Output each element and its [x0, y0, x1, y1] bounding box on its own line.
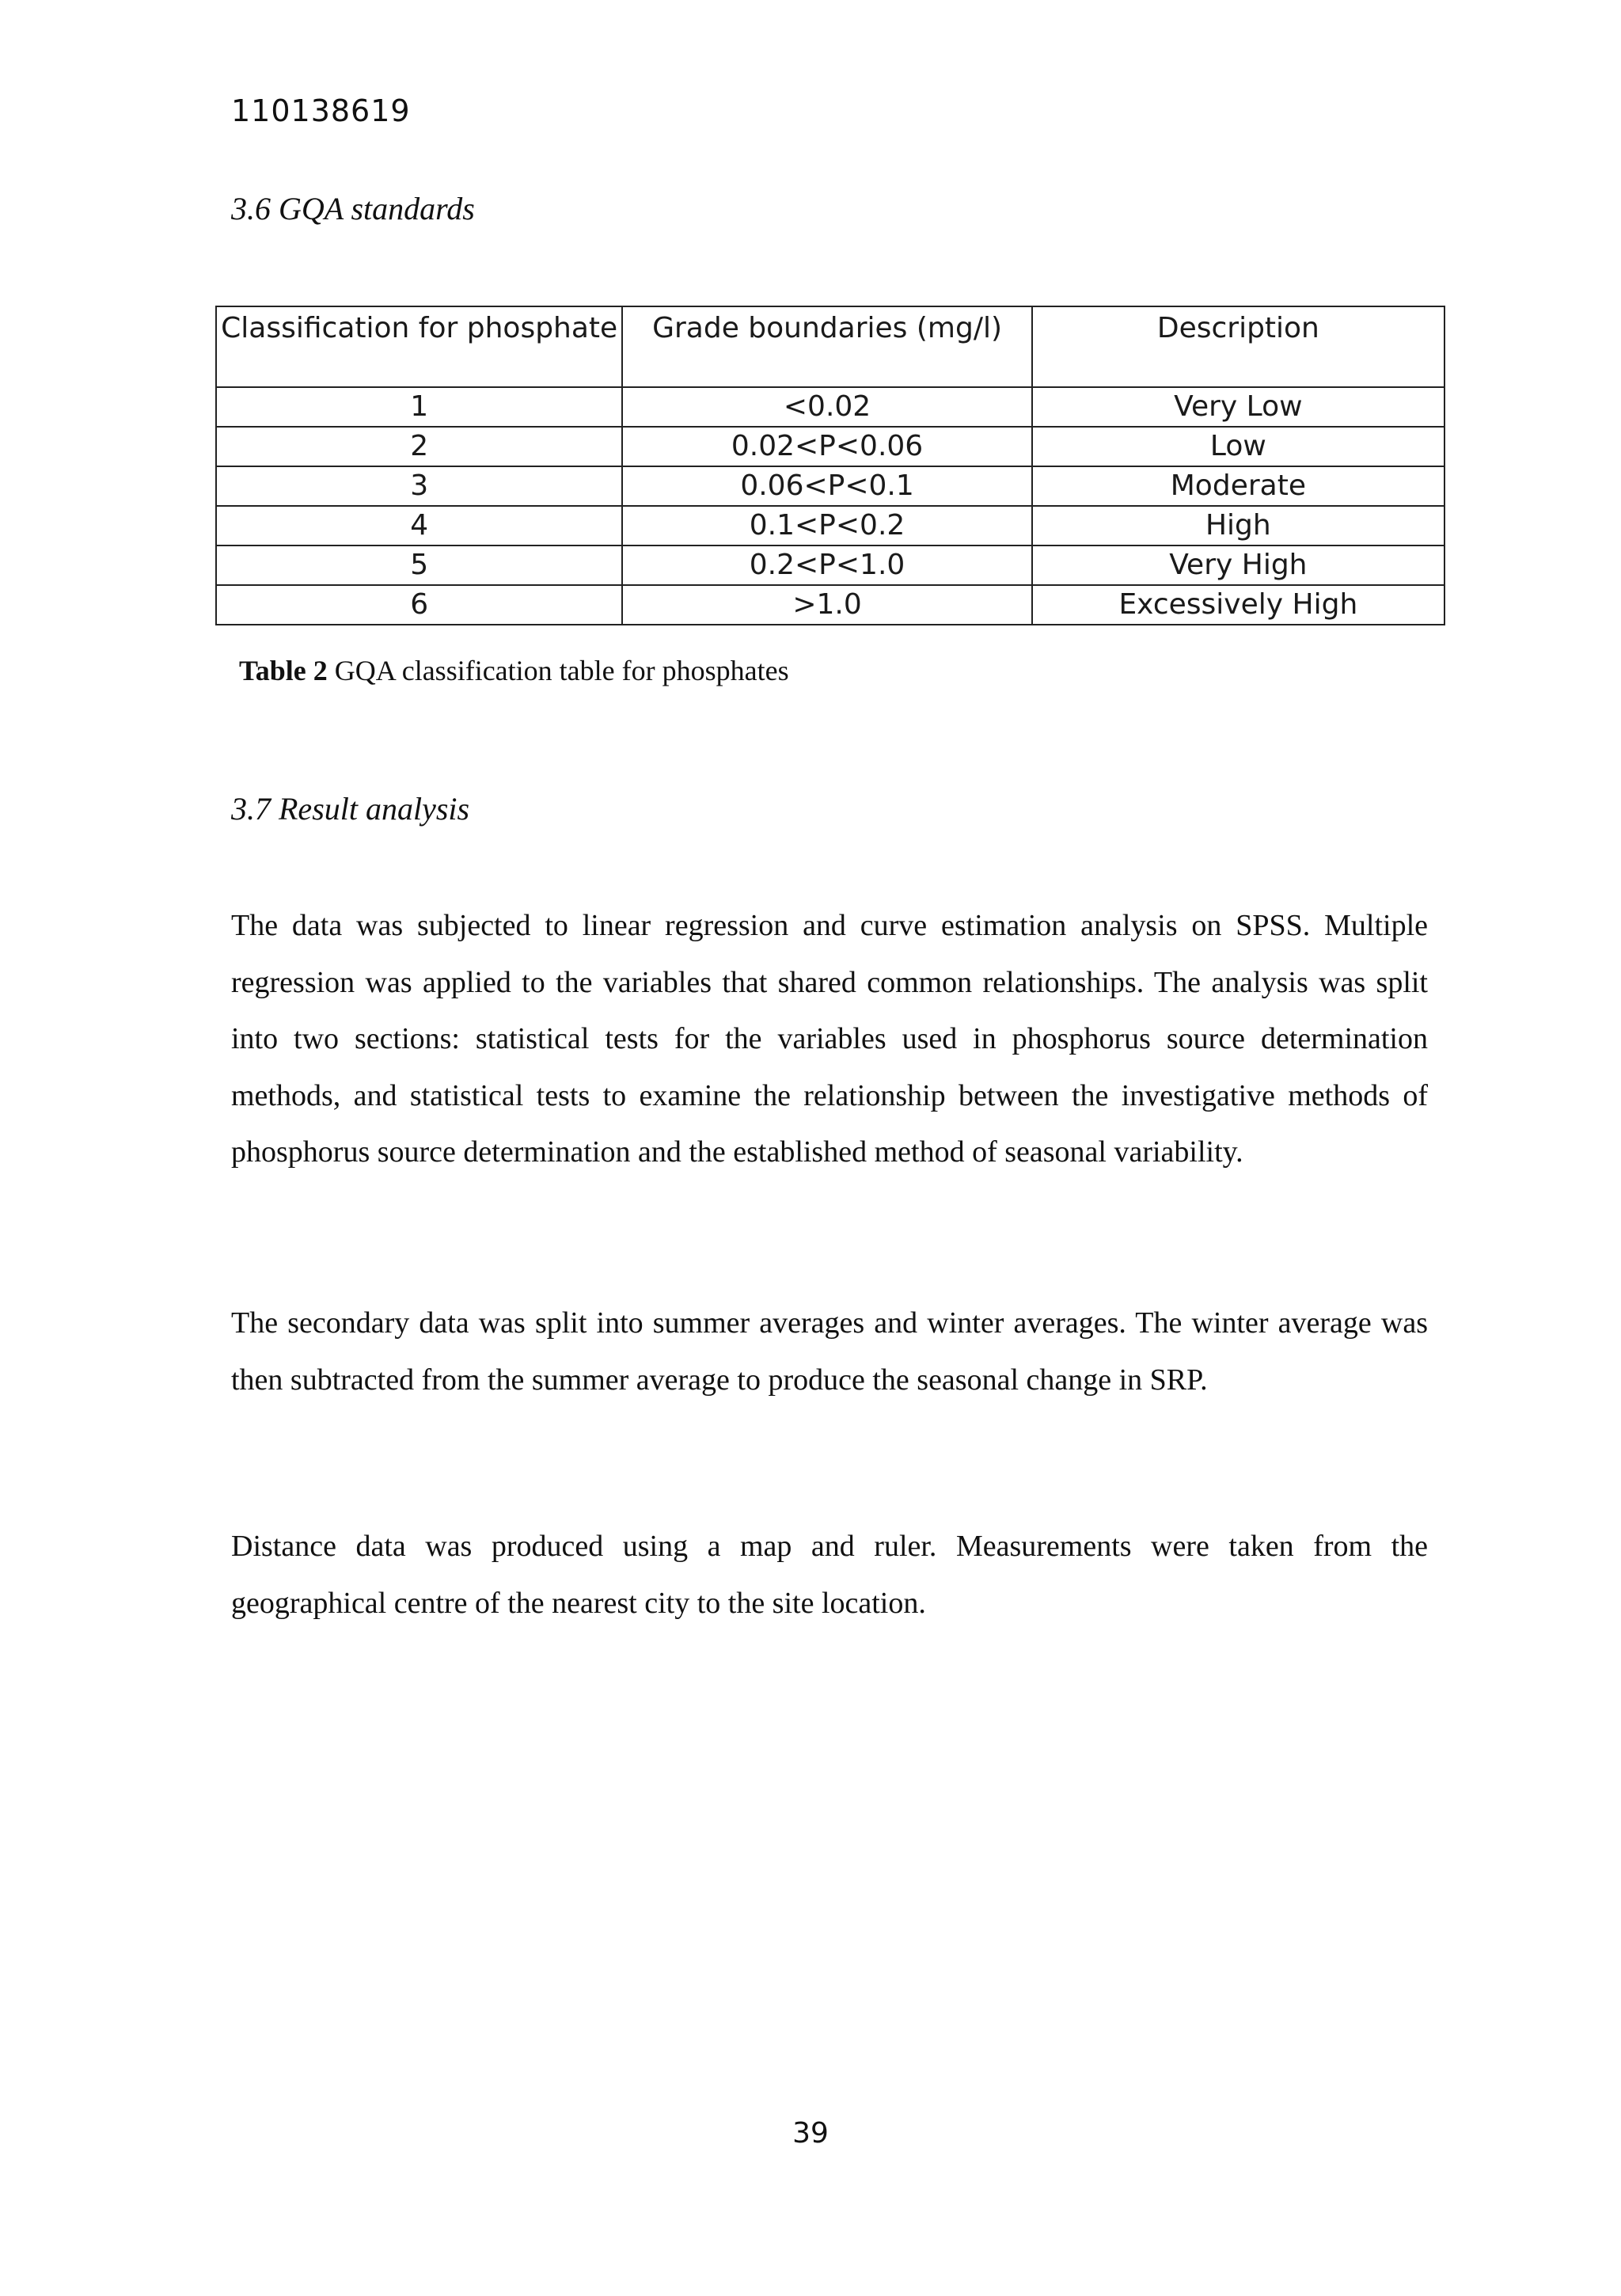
table-cell-description: Low — [1032, 427, 1444, 466]
paragraph-seasonal-averages: The secondary data was split into summer averages and winter averages. The winter average was then subtracted from the summer average to produce the seasonal change in SRP. — [231, 1306, 1428, 1397]
table-cell-description: Excessively High — [1032, 585, 1444, 625]
gqa-classification-table — [215, 306, 1445, 625]
table-cell-description: High — [1032, 506, 1444, 545]
page-number: 39 — [792, 2117, 829, 2150]
table-cell-description: Very Low — [1032, 387, 1444, 427]
column-header-description: Description — [1032, 306, 1444, 387]
table-row — [216, 585, 1444, 625]
table-cell-grade-boundary: >1.0 — [622, 585, 1031, 625]
table-row — [216, 545, 1444, 585]
table-cell-grade-boundary: <0.02 — [622, 387, 1031, 427]
table-cell-classification: 1 — [216, 387, 622, 427]
paragraph-distance-data: Distance data was produced using a map and ruler. Measurements were taken from the geographical centre of the nearest city to the site location. — [231, 1530, 1428, 1620]
table-cell-classification: 2 — [216, 427, 622, 466]
table-cell-classification: 5 — [216, 545, 622, 585]
table-row — [216, 506, 1444, 545]
table-cell-classification: 6 — [216, 585, 622, 625]
table-caption-label: Table 2 — [239, 655, 328, 686]
column-header-classification: Classification for phosphate — [216, 306, 622, 387]
table-cell-grade-boundary: 0.06<P<0.1 — [622, 466, 1031, 506]
table-row — [216, 466, 1444, 506]
table-cell-grade-boundary: 0.02<P<0.06 — [622, 427, 1031, 466]
table-cell-description: Moderate — [1032, 466, 1444, 506]
table-caption — [239, 654, 789, 687]
table-header-row — [216, 306, 1444, 387]
table-cell-grade-boundary: 0.2<P<1.0 — [622, 545, 1031, 585]
paragraph-regression-analysis: The data was subjected to linear regression and curve estimation analysis on SPSS. Multiple regression was applied to the variables that shared common relationships. The analysis was split into two sections: statistical tests for the variables used in phosphorus source determination methods, and statistical tests to examine the relationship between the investigative methods of phosphorus source determination and the established method of seasonal variability. — [231, 909, 1428, 1169]
table-row — [216, 387, 1444, 427]
table-cell-description: Very High — [1032, 545, 1444, 585]
student-id: 110138619 — [231, 93, 411, 128]
section-heading-result-analysis: 3.7 Result analysis — [231, 791, 470, 827]
column-header-grade-boundaries: Grade boundaries (mg/l) — [622, 306, 1031, 387]
section-heading-gqa-standards: 3.6 GQA standards — [231, 191, 475, 226]
table-cell-classification: 4 — [216, 506, 622, 545]
table-cell-classification: 3 — [216, 466, 622, 506]
table-caption-text: GQA classification table for phosphates — [327, 655, 789, 686]
table-cell-grade-boundary: 0.1<P<0.2 — [622, 506, 1031, 545]
table-row — [216, 427, 1444, 466]
